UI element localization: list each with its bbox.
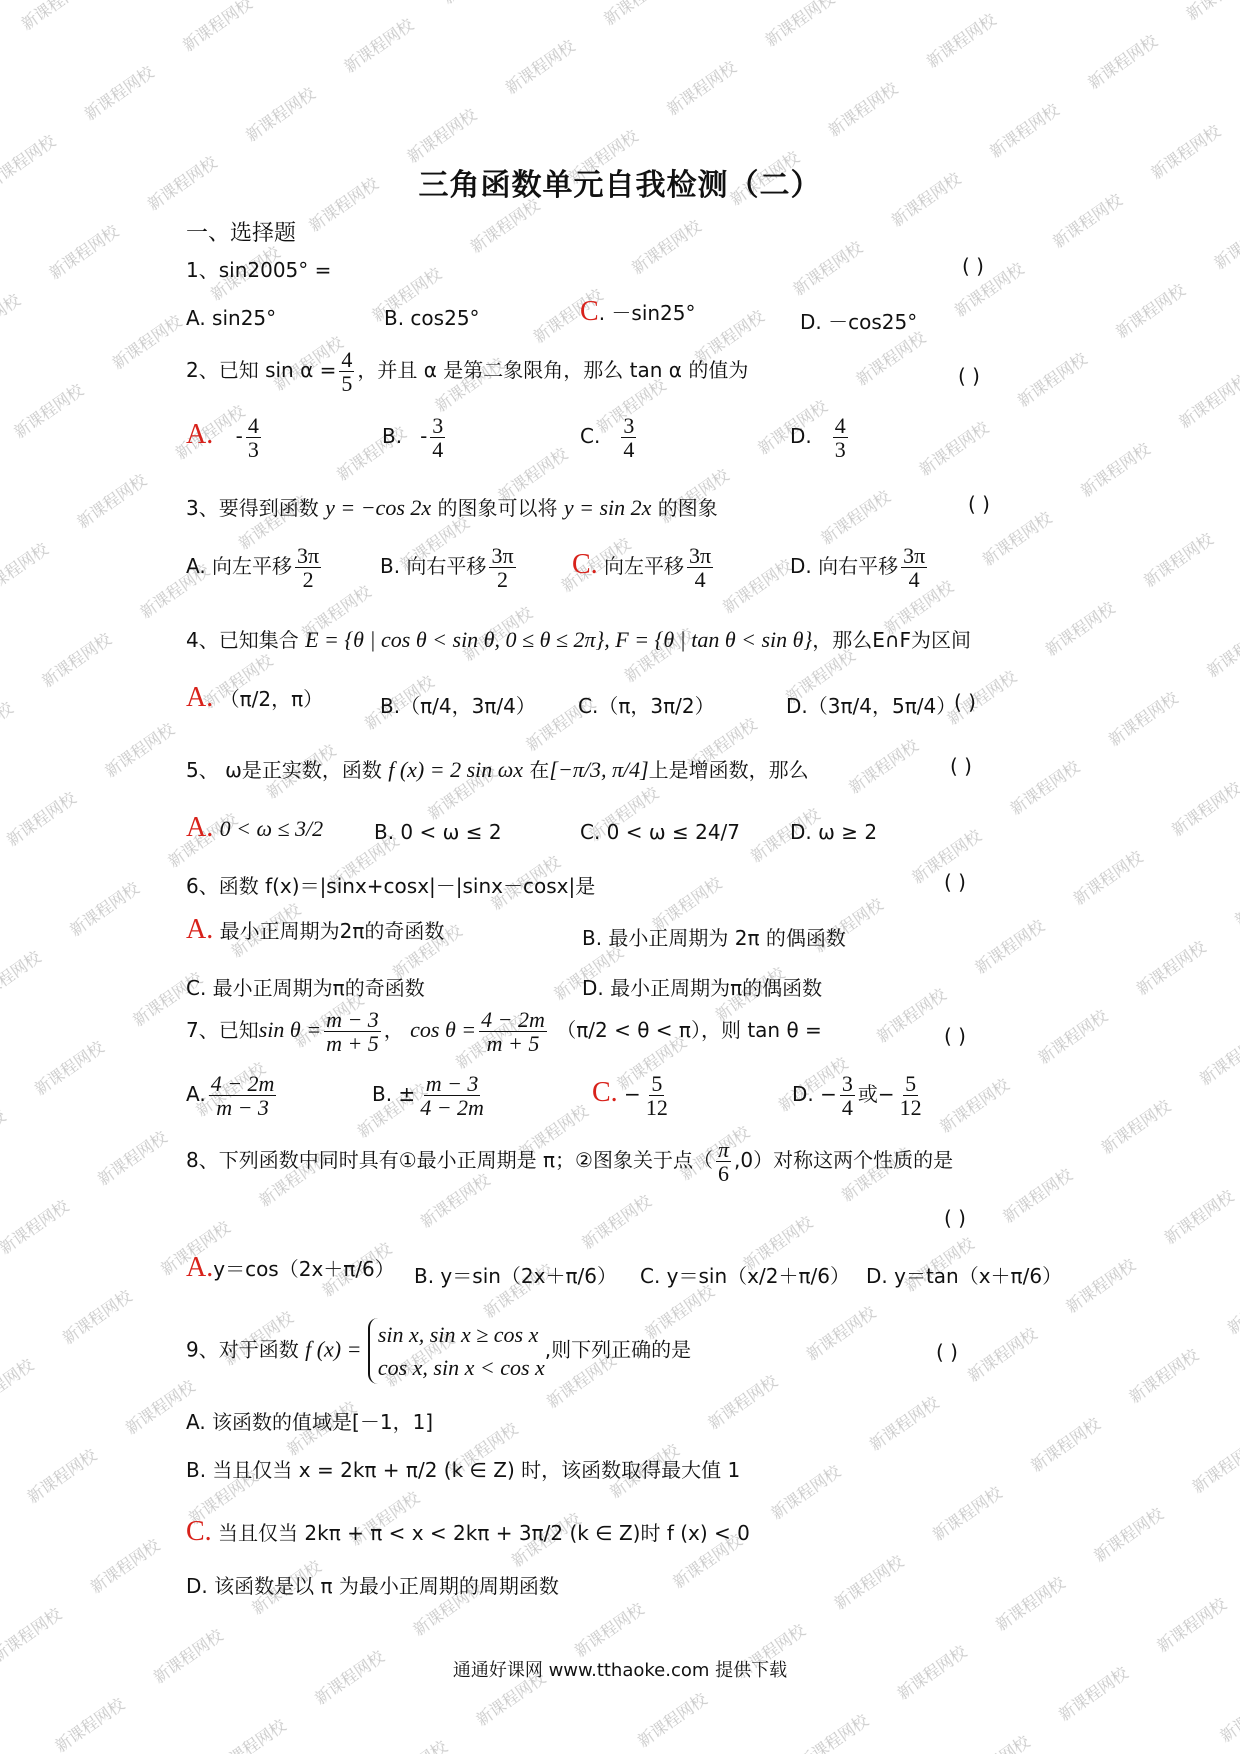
answer-bracket-2: ( ) bbox=[958, 364, 980, 388]
q8-option-b: B. y＝sin（2x＋π/6） bbox=[414, 1264, 617, 1288]
q9-option-a: A. 该函数的值域是[－1，1] bbox=[186, 1410, 434, 1434]
q7-option-c: C. − $\frac{5}{12}$ bbox=[592, 1071, 668, 1121]
answer-mark: A. bbox=[186, 682, 214, 713]
q7-option-d: D. − $\frac{3}{4}$ 或− $\frac{5}{12}$ bbox=[792, 1071, 922, 1121]
q9-option-b: B. 当且仅当 x = 2kπ + π/2 (k ∈ Z) 时，该函数取得最大值 1 bbox=[186, 1458, 741, 1482]
question-8: 8、下列函数中同时具有①最小正周期是 π；②图象关于点（ $\frac{\pi}{6}$ ,0）对称这两个性质的是 bbox=[186, 1137, 954, 1187]
answer-mark: A. bbox=[186, 914, 214, 945]
answer-bracket-4: ( ) bbox=[954, 690, 976, 714]
answer-bracket-3: ( ) bbox=[968, 492, 990, 516]
answer-mark: C. bbox=[592, 1077, 618, 1109]
answer-bracket-1: ( ) bbox=[962, 254, 984, 278]
answer-mark: C. bbox=[186, 1516, 212, 1547]
q3-option-d: D. 向右平移 $\frac{3\pi}{4}$ bbox=[790, 543, 926, 593]
q4-option-a: A. （π/2，π） bbox=[186, 682, 324, 713]
q2-option-a: A. - $\frac{4}{3}$ bbox=[186, 413, 259, 463]
question-4: 4、已知集合 E = {θ | cos θ < sin θ, 0 ≤ θ ≤ 2π}, F = {θ | tan θ < sin θ}，那么E∩F为区间 bbox=[186, 627, 972, 652]
question-2: 2、已知 sin α = $\frac{4}{5}$ ，并且 α 是第二象限角，那么 tan α 的值为 bbox=[186, 347, 749, 397]
q2-option-d: D. $\frac{4}{3}$ bbox=[790, 413, 846, 463]
question-1: 1、sin2005° = bbox=[186, 258, 332, 282]
q9-option-d: D. 该函数是以 π 为最小正周期的周期函数 bbox=[186, 1574, 559, 1598]
q7-option-a: A. $\frac{4 - 2m}{m - 3}$ bbox=[186, 1071, 275, 1121]
q9-option-c: C. 当且仅当 2kπ + π < x < 2kπ + 3π/2 (k ∈ Z)时 f (x) < 0 bbox=[186, 1516, 750, 1547]
q1-option-b: B. cos25° bbox=[384, 306, 480, 330]
q5-option-c: C. 0 < ω ≤ 24/7 bbox=[580, 820, 741, 844]
answer-bracket-8: ( ) bbox=[944, 1206, 966, 1230]
q6-option-c: C. 最小正周期为π的奇函数 bbox=[186, 976, 425, 1000]
piecewise-brace: sin x, sin x ≥ cos x cos x, sin x < cos x bbox=[368, 1318, 545, 1384]
q1-option-a: A. sin25° bbox=[186, 306, 277, 330]
question-5: 5、 ω是正实数，函数 f (x) = 2 sin ωx 在[−π/3, π/4]上是增函数，那么 bbox=[186, 757, 809, 782]
q4-option-d: D.（3π/4，5π/4） bbox=[786, 694, 957, 718]
answer-bracket-7: ( ) bbox=[944, 1024, 966, 1048]
question-3: 3、要得到函数 y = −cos 2x 的图象可以将 y = sin 2x 的图象 bbox=[186, 495, 718, 520]
q4-option-c: C.（π，3π/2） bbox=[578, 694, 715, 718]
answer-mark: A. bbox=[186, 812, 214, 843]
q6-option-d: D. 最小正周期为π的偶函数 bbox=[582, 976, 823, 1000]
answer-mark: C. bbox=[572, 549, 598, 581]
question-7: 7、已知sin θ = $\frac{m - 3}{m + 5}$ ， cos θ = $\frac{4 - 2m}{m + 5}$ （π/2 < θ < π），则 tan θ = bbox=[186, 1007, 822, 1057]
page-footer: 通通好课网 www.tthaoke.com 提供下载 bbox=[452, 1660, 788, 1681]
question-9: 9、对于函数 f (x) = sin x, sin x ≥ cos x cos x, sin x < cos x ,则下列正确的是 bbox=[186, 1318, 691, 1384]
answer-bracket-5: ( ) bbox=[950, 754, 972, 778]
q3-option-c: C. 向左平移 $\frac{3\pi}{4}$ bbox=[572, 543, 712, 593]
q3-option-b: B. 向右平移 $\frac{3\pi}{2}$ bbox=[380, 543, 514, 593]
q8-option-d: D. y＝tan（x＋π/6） bbox=[866, 1264, 1063, 1288]
q7-option-b: B. ± $\frac{m - 3}{4 - 2m}$ bbox=[372, 1071, 484, 1121]
q6-option-b: B. 最小正周期为 2π 的偶函数 bbox=[582, 926, 846, 950]
section-heading: 一、选择题 bbox=[186, 221, 297, 246]
answer-bracket-6: ( ) bbox=[944, 870, 966, 894]
q8-option-c: C. y＝sin（x/2＋π/6） bbox=[640, 1264, 850, 1288]
q6-option-a: A. 最小正周期为2π的奇函数 bbox=[186, 914, 445, 945]
q3-option-a: A. 向左平移 $\frac{3\pi}{2}$ bbox=[186, 543, 320, 593]
answer-mark: C bbox=[580, 296, 599, 327]
page-title: 三角函数单元自我检测（二） bbox=[418, 168, 822, 203]
answer-bracket-9: ( ) bbox=[936, 1340, 958, 1364]
answer-mark: A. bbox=[186, 419, 214, 451]
q8-option-a: A.y＝cos（2x＋π/6） bbox=[186, 1252, 395, 1283]
q4-option-b: B.（π/4，3π/4） bbox=[380, 694, 536, 718]
q5-option-b: B. 0 < ω ≤ 2 bbox=[374, 820, 502, 844]
question-6: 6、函数 f(x)＝|sinx+cosx|－|sinx－cosx|是 bbox=[186, 874, 596, 898]
q1-option-d: D. －cos25° bbox=[800, 310, 918, 334]
answer-mark: A. bbox=[186, 1252, 214, 1283]
q1-option-c: C. －sin25° bbox=[580, 296, 696, 327]
q5-option-d: D. ω ≥ 2 bbox=[790, 820, 878, 844]
q2-option-b: B. - $\frac{3}{4}$ bbox=[382, 413, 444, 463]
q2-option-c: C. $\frac{3}{4}$ bbox=[580, 413, 635, 463]
q5-option-a: A. 0 < ω ≤ 3/2 bbox=[186, 812, 324, 843]
